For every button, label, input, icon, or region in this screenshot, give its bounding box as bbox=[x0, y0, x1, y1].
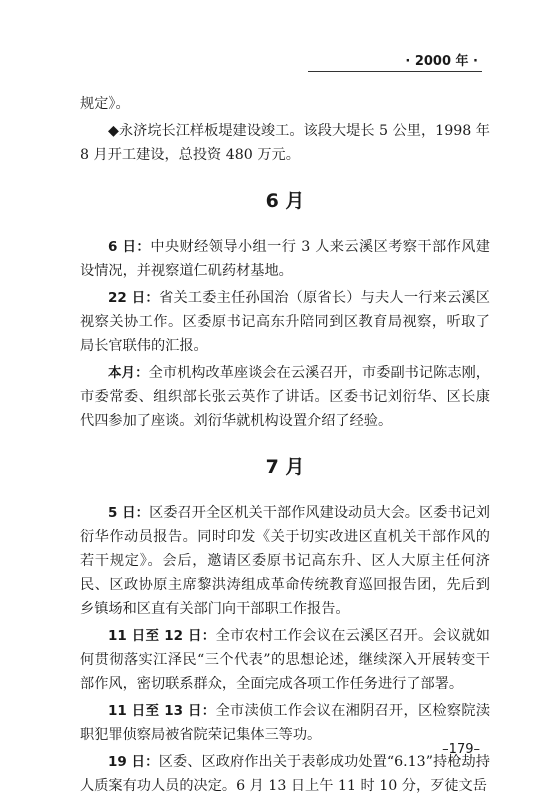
entry-text: 区委、区政府作出关于表彰成功处置“6.13”持枪劫持人质案有功人员的决定。6 月 13 日上午 11 时 10 分，歹徒文岳 bbox=[80, 754, 490, 794]
entry-june-6 bbox=[80, 235, 490, 283]
entry-text: 全市渎侦工作会议在湘阴召开，区检察院渎职犯罪侦察局被省院荣记集体三等功。 bbox=[80, 703, 490, 743]
entry-text: 全市机构改革座谈会在云溪召开，市委副书记陈志刚，市委常委、组织部长张云英作了讲话。区委书记刘衍华、区长康代四参加了座谈。刘衍华就机构设置介绍了经验。 bbox=[80, 365, 490, 429]
entry-july-19 bbox=[80, 750, 490, 798]
entry-date: 本月： bbox=[108, 365, 149, 381]
entry-date: 22 日： bbox=[108, 290, 160, 306]
entry-date: 11 日至 13 日： bbox=[108, 703, 216, 719]
entry-text: 全市农村工作会议在云溪区召开。会议就如何贯彻落实江泽民“三个代表”的思想论述，继续深入开展转变干部作风，密切联系群众，全面完成各项工作任务进行了部署。 bbox=[80, 628, 490, 692]
section-title-june: 6 月 bbox=[265, 190, 305, 212]
header-rule bbox=[308, 71, 482, 72]
entry-text: 中央财经领导小组一行 3 人来云溪区考察干部作风建设情况，并视察道仁矶药材基地。 bbox=[80, 239, 490, 279]
entry-date: 19 日： bbox=[108, 754, 159, 770]
entry-june-this-month bbox=[80, 361, 490, 433]
page-body bbox=[80, 92, 490, 801]
entry-june-22 bbox=[80, 286, 490, 358]
continuation-text: 规定》。 bbox=[80, 96, 130, 112]
bullet-entry-text: 永济垸长江样板堤建设竣工。该段大堤长 5 公里，1998 年 8 月开工建设，总投资 480 万元。 bbox=[80, 123, 490, 163]
section-title-july: 7 月 bbox=[265, 456, 305, 478]
entry-july-11-13 bbox=[80, 699, 490, 747]
entry-date: 5 日： bbox=[108, 505, 150, 521]
diamond-bullet-icon: ◆ bbox=[108, 123, 119, 139]
entry-date: 6 日： bbox=[108, 239, 151, 255]
page-number: –179– bbox=[442, 742, 480, 757]
entry-july-11-12 bbox=[80, 624, 490, 696]
entry-july-5 bbox=[80, 501, 490, 621]
bullet-entry bbox=[80, 119, 490, 167]
entry-text: 省关工委主任孙国治（原省长）与夫人一行来云溪区视察关协工作。区委原书记高东升陪同到区教育局视察，听取了局长官联伟的汇报。 bbox=[80, 290, 490, 354]
entry-date: 11 日至 12 日： bbox=[108, 628, 216, 644]
entry-text: 区委召开全区机关干部作风建设动员大会。区委书记刘衍华作动员报告。同时印发《关于切实改进区直机关干部作风的若干规定》。会后，邀请区委原书记高东升、区人大原主任何济民、区政协原主席黎洪涛组成革命传统教育巡回报告团，先后到乡镇场和区直有关部门向干部职工作报告。 bbox=[80, 505, 490, 617]
running-header: · 2000 年 · bbox=[405, 54, 478, 69]
